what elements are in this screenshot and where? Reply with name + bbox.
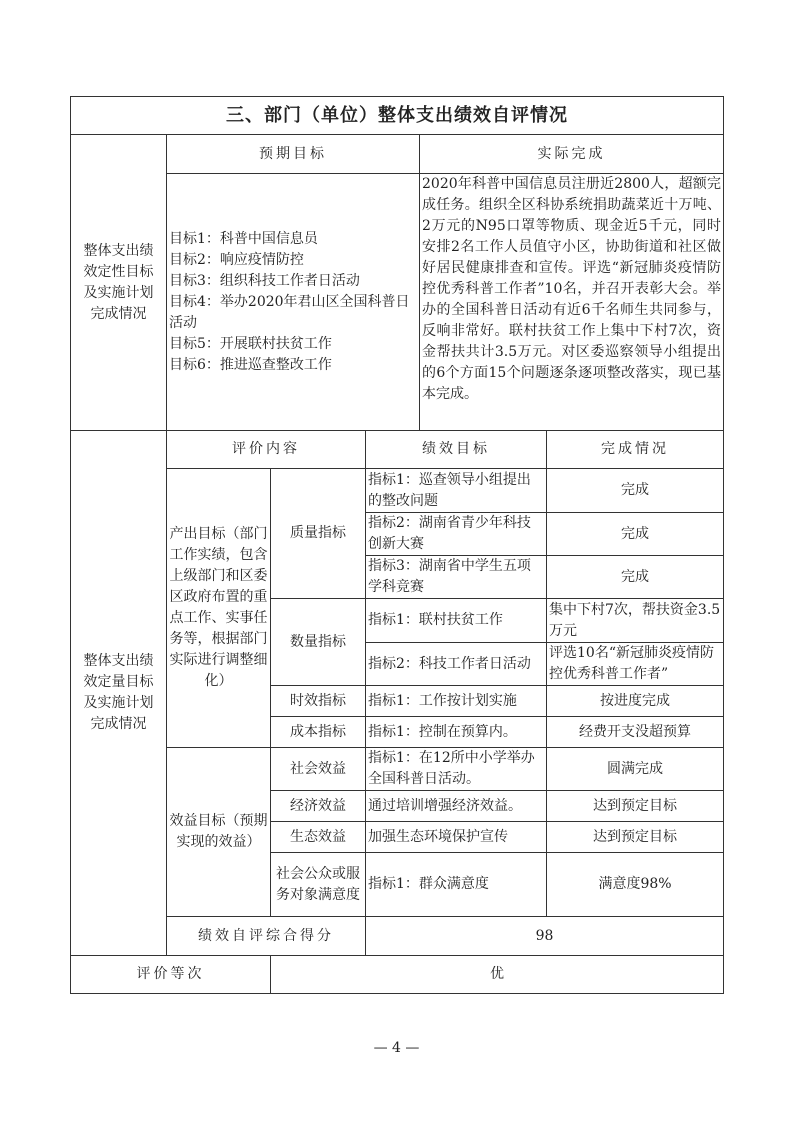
satisfaction-target: 指标1：群众满意度 (366, 853, 547, 917)
goal-item: 目标6：推进巡查整改工作 (169, 356, 332, 373)
grade-value: 优 (271, 956, 724, 994)
page-number: — 4 — (373, 1040, 420, 1056)
cost-label: 成本指标 (271, 717, 366, 748)
actual-completion: 2020年科普中国信息员注册近2800人，超额完成任务。组织全区科协系统捐助蔬菜近十万吨、2万元的N95口罩等物质、现金近5千元，同时安排2名工作人员值守小区，协助街道和社区做好居民健康排查和宣传。评选“新冠肺炎疫情防控优秀科普工作者”10名，并召开表彰大会。举办的全国科普日活动有近6千名师生共同参与，反响非常好。联村扶贫工作上集中下村7次，资金帮扶共计3.5万元。对区委巡察领导小组提出的6个方面15个问题逐条逐项整改落实，现已基本完成。 (420, 174, 724, 431)
satisfaction-status: 满意度98% (547, 853, 724, 917)
quantitative-label: 整体支出绩效定量目标及实施计划完成情况 (71, 431, 167, 956)
quantity-label: 数量指标 (271, 599, 366, 686)
economic-target: 通过培训增强经济效益。 (366, 791, 547, 822)
timeliness-target: 指标1：工作按计划实施 (366, 686, 547, 717)
cost-status: 经费开支没超预算 (547, 717, 724, 748)
cost-target: 指标1：控制在预算内。 (366, 717, 547, 748)
qualitative-label: 整体支出绩效定性目标及实施计划完成情况 (71, 135, 167, 431)
target-header: 绩效目标 (366, 431, 547, 469)
ecological-target: 加强生态环境保护宣传 (366, 822, 547, 853)
actual-header: 实际完成 (420, 135, 724, 174)
social-target: 指标1：在12所中小学举办全国科普日活动。 (366, 748, 547, 791)
quantity-status: 评选10名“新冠肺炎疫情防控优秀科普工作者” (547, 643, 724, 686)
goal-item: 目标4：举办2020年君山区全国科普日活动 (169, 293, 410, 331)
score-value: 98 (366, 917, 724, 956)
self-evaluation-table (70, 96, 724, 994)
quality-status: 完成 (547, 469, 724, 513)
quality-target: 指标1：巡查领导小组提出的整改问题 (366, 469, 547, 513)
economic-label: 经济效益 (271, 791, 366, 822)
output-goal-label: 产出目标（部门工作实绩，包含上级部门和区委区政府布置的重点工作、实事任务等，根据部门实际进行调整细化） (167, 469, 271, 748)
social-label: 社会效益 (271, 748, 366, 791)
goal-item: 目标3：组织科技工作者日活动 (169, 272, 360, 289)
quality-target: 指标2：湖南省青少年科技创新大赛 (366, 513, 547, 556)
quality-target: 指标3：湖南省中学生五项学科竞赛 (366, 556, 547, 599)
economic-status: 达到预定目标 (547, 791, 724, 822)
content-header: 评价内容 (167, 431, 366, 469)
quantity-status: 集中下村7次，帮扶资金3.5万元 (547, 599, 724, 643)
score-label: 绩效自评综合得分 (167, 917, 366, 956)
quantity-target: 指标2：科技工作者日活动 (366, 643, 547, 686)
goal-item: 目标5：开展联村扶贫工作 (169, 335, 332, 352)
social-status: 圆满完成 (547, 748, 724, 791)
quality-status: 完成 (547, 556, 724, 599)
ecological-status: 达到预定目标 (547, 822, 724, 853)
satisfaction-label: 社会公众或服务对象满意度 (271, 853, 366, 917)
goal-item: 目标1：科普中国信息员 (169, 230, 318, 247)
expected-goals (167, 174, 420, 431)
quality-label: 质量指标 (271, 469, 366, 599)
quality-status: 完成 (547, 513, 724, 556)
table-title: 三、部门（单位）整体支出绩效自评情况 (71, 97, 724, 135)
timeliness-status: 按进度完成 (547, 686, 724, 717)
quantity-target: 指标1：联村扶贫工作 (366, 599, 547, 643)
benefit-goal-label: 效益目标（预期实现的效益） (167, 748, 271, 917)
ecological-label: 生态效益 (271, 822, 366, 853)
goal-item: 目标2：响应疫情防控 (169, 251, 304, 268)
grade-label: 评价等次 (71, 956, 271, 994)
expected-header: 预期目标 (167, 135, 420, 174)
status-header: 完成情况 (547, 431, 724, 469)
timeliness-label: 时效指标 (271, 686, 366, 717)
